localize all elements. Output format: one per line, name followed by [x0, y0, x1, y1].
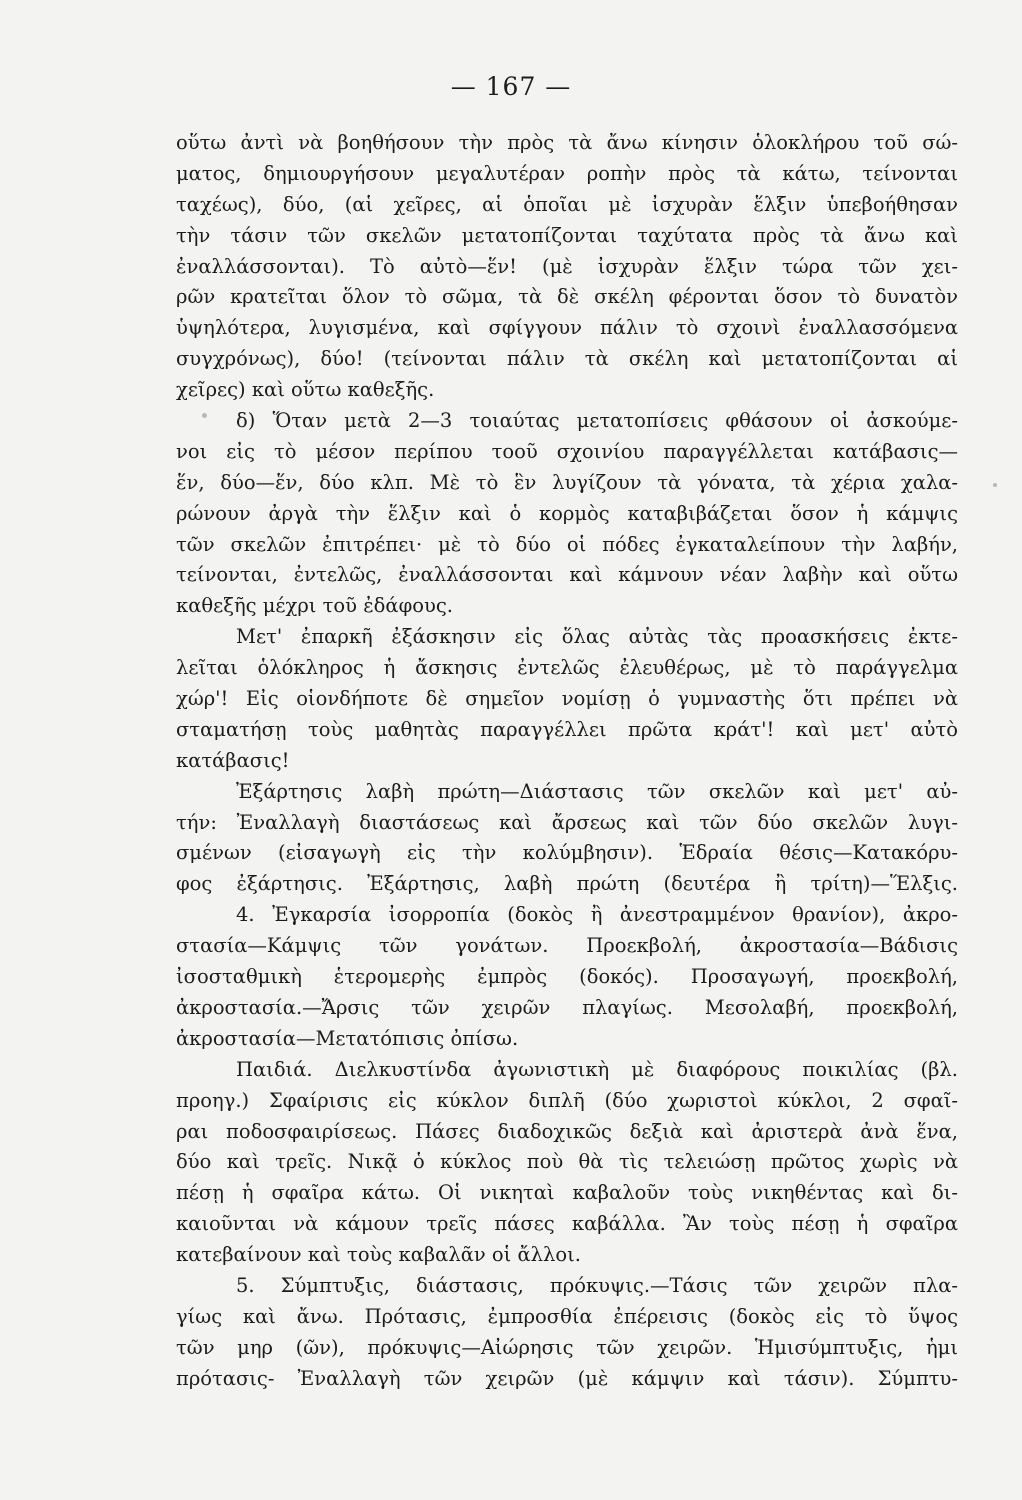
- text-line: χώρ'! Εἰς οἱονδήποτε δὲ σημεῖον νομίσῃ ὁ γυμναστὴς ὅτι πρέπει νὰ: [176, 687, 958, 711]
- page-number: — 167 —: [450, 72, 572, 101]
- text-line: οὕτω ἀντὶ νὰ βοηθήσουν τὴν πρὸς τὰ ἄνω κίνησιν ὁλοκλήρου τοῦ σώ-: [176, 131, 958, 154]
- text-line: δύο καὶ τρεῖς. Νικᾷ ὁ κύκλος ποὺ θὰ τὶς τελειώσῃ πρῶτος χωρὶς νὰ: [176, 1150, 958, 1174]
- text-line: χεῖρες) καὶ οὕτω καθεξῆς.: [176, 378, 435, 402]
- text-line: Ἐξάρτησις λαβὴ πρώτη—Διάστασις τῶν σκελῶν καὶ μετ' αὐ-: [236, 779, 958, 803]
- text-line: 4. Ἐγκαρσία ἰσορροπία (δοκὸς ἢ ἀνεστραμμένον θρανίον), ἀκρο-: [236, 903, 958, 927]
- text-line: ρώνουν ἀργὰ τὴν ἕλξιν καὶ ὁ κορμὸς καταβιβάζεται ὅσον ἡ κάμψις: [176, 501, 958, 525]
- text-line: ἕν, δύο—ἕν, δύο κλπ. Μὲ τὸ ἓν λυγίζουν τὰ γόνατα, τὰ χέρια χαλα-: [176, 470, 958, 494]
- paper-speck: [993, 483, 997, 487]
- text-line: νοι εἰς τὸ μέσον περίπου τοοῦ σχοινίου παραγγέλλεται κατάβασις—: [176, 439, 958, 463]
- text-line: πρότασις- Ἐναλλαγὴ τῶν χειρῶν (μὲ κάμψιν καὶ τάσιν). Σύμπτυ-: [176, 1366, 958, 1390]
- text-line: τῶν σκελῶν ἐπιτρέπει· μὲ τὸ δύο οἱ πόδες ἐγκαταλείπουν τὴν λαβήν,: [176, 532, 958, 556]
- text-line: σμένων (εἰσαγωγὴ εἰς τὴν κολύμβησιν). Ἑδραία θέσις—Κατακόρυ-: [176, 841, 958, 865]
- text-line: ἀκροστασία.—Ἄρσις τῶν χειρῶν πλαγίως. Μεσολαβή, προεκβολή,: [176, 995, 958, 1019]
- text-line: καιοῦνται νὰ κάμουν τρεῖς πάσες καβάλλα. Ἂν τοὺς πέσῃ ἡ σφαῖρα: [176, 1212, 958, 1236]
- text-line: συγχρόνως), δύο! (τείνονται πάλιν τὰ σκέλη καὶ μετατοπίζονται αἱ: [176, 347, 958, 371]
- text-line: ὑψηλότερα, λυγισμένα, καὶ σφίγγουν πάλιν τὸ σχοινὶ ἐναλλασσόμενα: [176, 316, 958, 340]
- text-line: τήν: Ἐναλλαγὴ διαστάσεως καὶ ἄρσεως καὶ τῶν δύο σκελῶν λυγι-: [176, 810, 958, 834]
- text-line: δ) Ὅταν μετὰ 2—3 τοιαύτας μετατοπίσεις φθάσουν οἱ ἀσκούμε-: [236, 409, 958, 433]
- text-line: ἐναλλάσσονται). Τὸ αὐτὸ—ἕν! (μὲ ἰσχυρὰν ἕλξιν τώρα τῶν χει-: [176, 254, 958, 278]
- text-line: γίως καὶ ἄνω. Πρότασις, ἐμπροσθία ἐπέρεισις (δοκὸς εἰς τὸ ὕψος: [176, 1304, 958, 1328]
- text-line: Μετ' ἐπαρκῆ ἐξάσκησιν εἰς ὅλας αὐτὰς τὰς προασκήσεις ἐκτε-: [236, 625, 958, 649]
- text-line: στασία—Κάμψις τῶν γονάτων. Προεκβολή, ἀκροστασία—Βάδισις: [176, 934, 958, 958]
- text-line: προηγ.) Σφαίρισις εἰς κύκλον διπλῆ (δύο χωριστοὶ κύκλοι, 2 σφαῖ-: [176, 1088, 958, 1112]
- text-line: ἀκροστασία—Μετατόπισις ὀπίσω.: [176, 1026, 519, 1050]
- text-line: ταχέως), δύο, (αἱ χεῖρες, αἱ ὁποῖαι μὲ ἰσχυρὰν ἕλξιν ὑπεβοήθησαν: [176, 192, 958, 216]
- text-line: κατεβαίνουν καὶ τοὺς καβαλᾶν οἱ ἄλλοι.: [176, 1243, 581, 1267]
- text-line: τείνονται, ἐντελῶς, ἐναλλάσσονται καὶ κάμνουν νέαν λαβὴν καὶ οὕτω: [176, 563, 958, 587]
- text-line: 5. Σύμπτυξις, διάστασις, πρόκυψις.—Τάσις τῶν χειρῶν πλα-: [236, 1273, 958, 1297]
- text-line: ρῶν κρατεῖται ὅλον τὸ σῶμα, τὰ δὲ σκέλη φέρονται ὅσον τὸ δυνατὸν: [176, 285, 958, 309]
- text-line: ἰσοσταθμικὴ ἑτερομερὴς ἐμπρὸς (δοκός). Προσαγωγή, προεκβολή,: [176, 965, 958, 989]
- text-line: φος ἐξάρτησις. Ἐξάρτησις, λαβὴ πρώτη (δευτέρα ἢ τρίτη)—Ἕλξις.: [176, 872, 958, 896]
- text-line: λεῖται ὁλόκληρος ἡ ἄσκησις ἐντελῶς ἐλευθέρως, μὲ τὸ παράγγελμα: [176, 656, 958, 680]
- text-line: Παιδιά. Διελκυστίνδα ἀγωνιστικὴ μὲ διαφόρους ποικιλίας (βλ.: [236, 1057, 958, 1081]
- text-line: πέσῃ ἡ σφαῖρα κάτω. Οἱ νικηταὶ καβαλοῦν τοὺς νικηθέντας καὶ δι-: [176, 1181, 958, 1205]
- page-body-text: [176, 128, 958, 1395]
- text-line: καθεξῆς μέχρι τοῦ ἐδάφους.: [176, 594, 453, 618]
- text-line: τῶν μηρ (ῶν), πρόκυψις—Αἰώρησις τῶν χειρῶν. Ἡμισύμπτυξις, ἡμι: [176, 1335, 958, 1359]
- text-line: ματος, δημιουργήσουν μεγαλυτέραν ροπὴν πρὸς τὰ κάτω, τείνονται: [176, 161, 958, 185]
- text-line: κατάβασις!: [176, 748, 290, 772]
- text-line: ραι ποδοσφαιρίσεως. Πάσες διαδοχικῶς δεξιὰ καὶ ἀριστερὰ ἀνὰ ἕνα,: [176, 1119, 958, 1143]
- text-line: τὴν τάσιν τῶν σκελῶν μετατοπίζονται ταχύτατα πρὸς τὰ ἄνω καὶ: [176, 223, 958, 247]
- paper-speck: [202, 413, 207, 418]
- text-line: σταματήσῃ τοὺς μαθητὰς παραγγέλλει πρῶτα κράτ'! καὶ μετ' αὐτὸ: [176, 717, 958, 741]
